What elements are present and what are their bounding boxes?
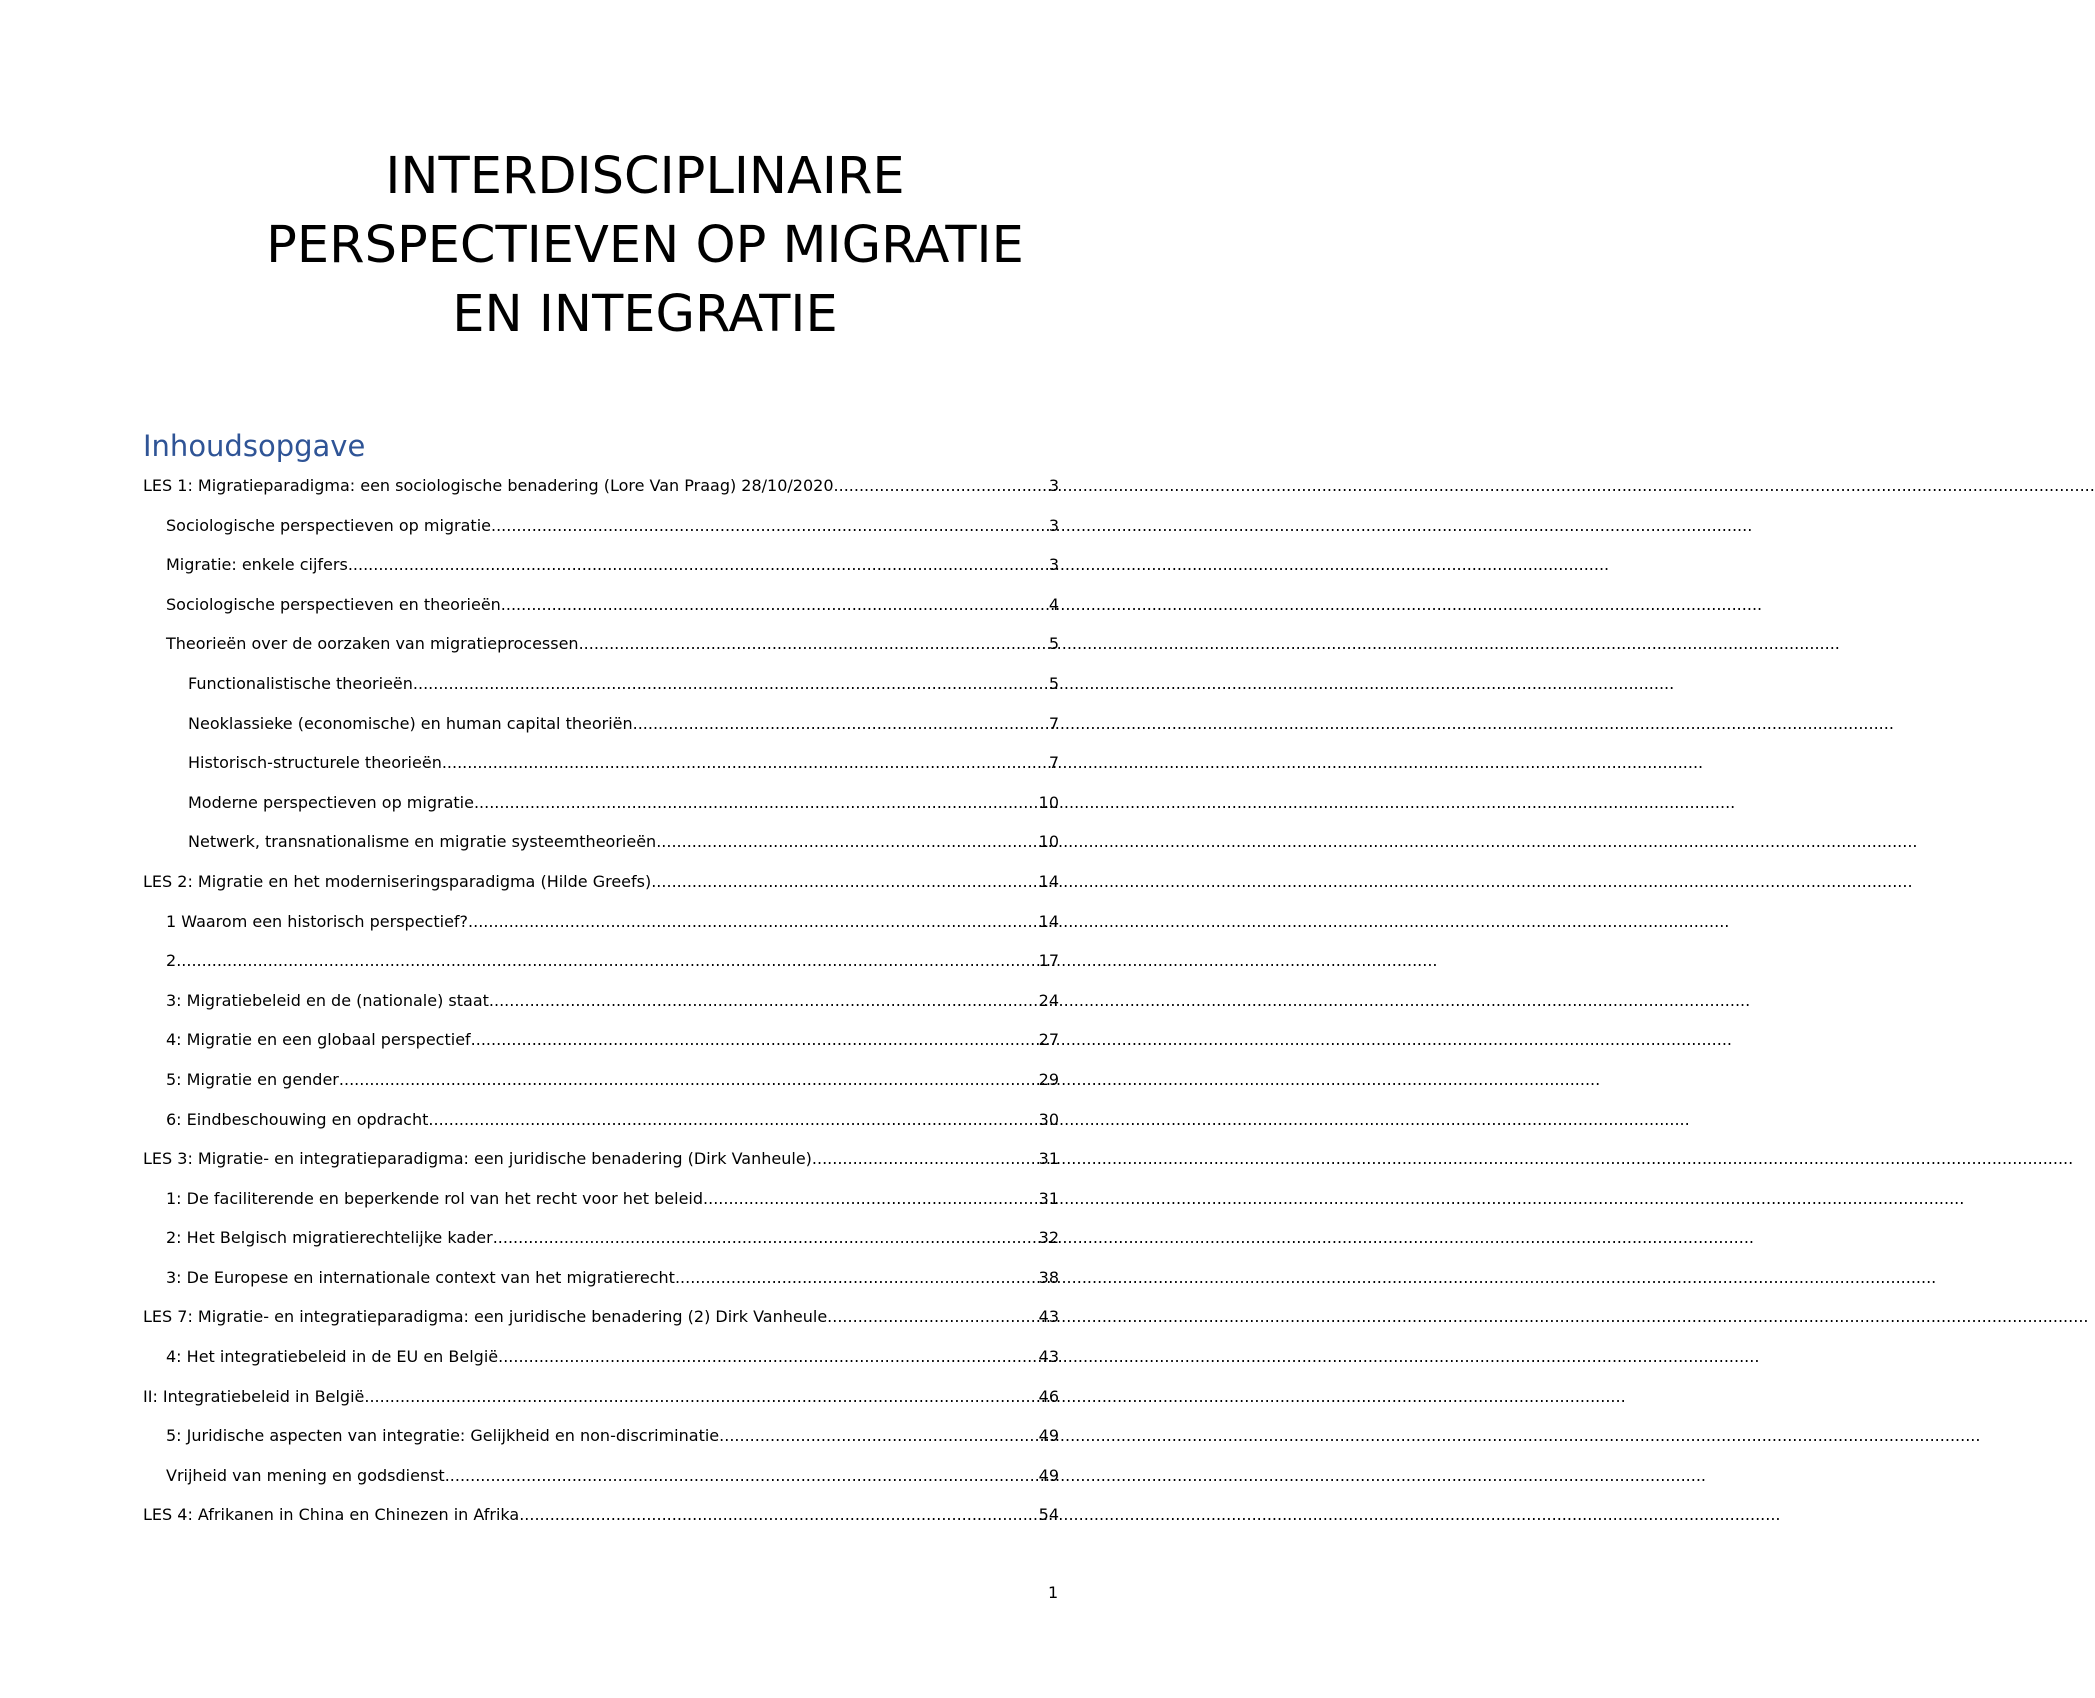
toc-entry-page: 46 <box>1038 1386 1059 1406</box>
toc-entry-page: 38 <box>1038 1267 1059 1287</box>
toc-entry-title: 3: De Europese en internationale context van het migratierecht <box>166 1267 675 1287</box>
toc-entry-page: 31 <box>1038 1188 1059 1208</box>
toc-entry-title: 3: Migratiebeleid en de (nationale) staat <box>166 990 489 1010</box>
toc-dot-leader <box>493 1226 1039 1250</box>
toc-entry-page: 10 <box>1038 792 1059 812</box>
toc-entry-title: Neoklassieke (economische) en human capital theoriën <box>188 713 633 733</box>
toc-entry-title: 4: Het integratiebeleid in de EU en België <box>166 1347 499 1367</box>
toc-entry-page: 3 <box>1048 555 1059 575</box>
toc-entry[interactable] <box>143 1226 1059 1266</box>
toc-entry-title: LES 7: Migratie- en integratieparadigma: een juridische benadering (2) Dirk Vanheule <box>143 1307 828 1327</box>
toc-entry-title: 1: De faciliterende en beperkende rol van het recht voor het beleid <box>166 1188 704 1208</box>
toc-entry-page: 4 <box>1048 594 1059 614</box>
toc-entry-title: 4: Migratie en een globaal perspectief <box>166 1030 471 1050</box>
toc-dot-leader <box>348 553 1049 577</box>
toc-entry-title: Historisch-structurele theorieën <box>188 753 442 773</box>
toc-dot-leader <box>834 474 1049 498</box>
toc-entry[interactable] <box>143 632 1059 672</box>
toc-dot-leader <box>413 672 1049 696</box>
toc-entry-page: 54 <box>1038 1505 1059 1525</box>
toc-entry-title: LES 1: Migratieparadigma: een sociologische benadering (Lore Van Praag) 28/10/2020 <box>143 476 834 495</box>
toc-entry-title: 2: Het Belgisch migratierechtelijke kader <box>166 1228 493 1248</box>
toc-entry[interactable] <box>143 830 1059 870</box>
toc-entry-page: 24 <box>1038 990 1059 1010</box>
toc-entry-title: LES 3: Migratie- en integratieparadigma: een juridische benadering (Dirk Vanheule) <box>143 1149 812 1169</box>
toc-entry[interactable] <box>143 1305 1059 1345</box>
toc-entry[interactable] <box>143 672 1059 712</box>
toc-dot-leader <box>651 870 1038 894</box>
toc-entry[interactable] <box>143 1385 1059 1425</box>
toc-entry-title: 5: Migratie en gender <box>166 1069 339 1089</box>
toc-dot-leader <box>812 1147 1039 1171</box>
toc-entry[interactable] <box>143 989 1059 1029</box>
toc-entry-page: 27 <box>1038 1030 1059 1050</box>
toc-entry-title: Moderne perspectieven op migratie <box>188 792 474 812</box>
toc-entry[interactable] <box>143 949 1059 989</box>
toc-entry-page: 17 <box>1038 951 1059 971</box>
toc-entry[interactable] <box>143 1187 1059 1227</box>
toc-entry-page: 14 <box>1038 911 1059 931</box>
toc-entry[interactable] <box>143 1108 1059 1148</box>
toc-entry-title: 2 <box>166 951 177 971</box>
toc-dot-leader <box>176 949 1038 973</box>
toc-entry-title: 1 Waarom een historisch perspectief? <box>166 911 469 931</box>
toc-entry-page: 30 <box>1038 1109 1059 1129</box>
toc-dot-leader <box>364 1385 1038 1409</box>
toc-dot-leader <box>656 830 1038 854</box>
toc-dot-leader <box>428 1108 1038 1132</box>
toc-dot-leader <box>519 1503 1038 1527</box>
toc-entry[interactable] <box>143 553 1059 593</box>
toc-entry-page: 5 <box>1048 673 1059 693</box>
toc-entry-page: 14 <box>1038 871 1059 891</box>
toc-entry-page: 43 <box>1038 1307 1059 1327</box>
toc-dot-leader <box>468 910 1039 934</box>
toc-dot-leader <box>445 1464 1039 1488</box>
toc-dot-leader <box>339 1068 1039 1092</box>
toc-dot-leader <box>579 632 1049 656</box>
toc-entry-page: 49 <box>1038 1465 1059 1485</box>
toc-entry-title: LES 4: Afrikanen in China en Chinezen in Afrika <box>143 1505 520 1525</box>
toc-dot-leader <box>474 791 1039 815</box>
title-line-1: INTERDISCIPLINAIRE <box>385 147 905 206</box>
toc-dot-leader <box>491 514 1049 538</box>
toc-entry[interactable] <box>143 1464 1059 1504</box>
toc-entry-page: 7 <box>1048 713 1059 733</box>
toc-entry[interactable] <box>143 712 1059 752</box>
toc-entry-page: 29 <box>1038 1069 1059 1089</box>
title-line-3: EN INTEGRATIE <box>452 285 838 344</box>
toc-entry[interactable] <box>143 1068 1059 1108</box>
toc-entry-title: LES 2: Migratie en het moderniseringsparadigma (Hilde Greefs) <box>143 871 652 891</box>
toc-dot-leader <box>633 712 1049 736</box>
toc-entry[interactable] <box>143 514 1059 554</box>
page-number: 1 <box>1048 1583 1059 1602</box>
toc-entry[interactable] <box>143 870 1059 910</box>
toc-entry-title: Sociologische perspectieven op migratie <box>166 515 491 535</box>
toc-entry[interactable] <box>143 791 1059 831</box>
toc-entry-page: 49 <box>1038 1426 1059 1446</box>
toc-entry-page: 5 <box>1048 634 1059 654</box>
toc-dot-leader <box>675 1266 1039 1290</box>
toc-entry-page: 3 <box>1048 515 1059 535</box>
toc-heading: Inhoudsopgave <box>143 429 366 463</box>
toc-entry[interactable] <box>143 910 1059 950</box>
toc-dot-leader <box>471 1028 1039 1052</box>
toc-entry[interactable] <box>143 1028 1059 1068</box>
toc-dot-leader <box>498 1345 1039 1369</box>
toc-entry-title: Theorieën over de oorzaken van migratieprocessen <box>166 634 579 654</box>
toc-entry-page: 31 <box>1038 1149 1059 1169</box>
toc-entry-page: 7 <box>1048 753 1059 773</box>
table-of-contents <box>143 474 1059 1543</box>
toc-entry[interactable] <box>143 1147 1059 1187</box>
toc-dot-leader <box>489 989 1039 1013</box>
toc-dot-leader <box>501 593 1049 617</box>
toc-dot-leader <box>442 751 1049 775</box>
toc-entry[interactable] <box>143 474 1059 514</box>
toc-entry-title: 6: Eindbeschouwing en opdracht <box>166 1109 429 1129</box>
toc-dot-leader <box>827 1305 1038 1329</box>
toc-entry-page: 10 <box>1038 832 1059 852</box>
toc-entry[interactable] <box>143 593 1059 633</box>
toc-entry-title: 5: Juridische aspecten van integratie: Gelijkheid en non-discriminatie <box>166 1426 720 1446</box>
document-title <box>180 142 1110 349</box>
toc-entry-title: II: Integratiebeleid in België <box>143 1386 365 1406</box>
toc-entry-page: 3 <box>1048 476 1059 495</box>
toc-entry-title: Sociologische perspectieven en theorieën <box>166 594 501 614</box>
toc-entry-title: Functionalistische theorieën <box>188 673 413 693</box>
toc-entry[interactable] <box>143 1424 1059 1464</box>
toc-entry-page: 43 <box>1038 1347 1059 1367</box>
toc-entry-page: 32 <box>1038 1228 1059 1248</box>
toc-entry[interactable] <box>143 1345 1059 1385</box>
toc-entry-title: Vrijheid van mening en godsdienst <box>166 1465 445 1485</box>
toc-entry[interactable] <box>143 751 1059 791</box>
toc-entry-title: Migratie: enkele cijfers <box>166 555 348 575</box>
toc-dot-leader <box>719 1424 1039 1448</box>
toc-entry-title: Netwerk, transnationalisme en migratie systeemtheorieën <box>188 832 657 852</box>
toc-entry[interactable] <box>143 1266 1059 1306</box>
title-line-2: PERSPECTIEVEN OP MIGRATIE <box>266 216 1024 275</box>
toc-dot-leader <box>703 1187 1039 1211</box>
toc-entry[interactable] <box>143 1503 1059 1543</box>
